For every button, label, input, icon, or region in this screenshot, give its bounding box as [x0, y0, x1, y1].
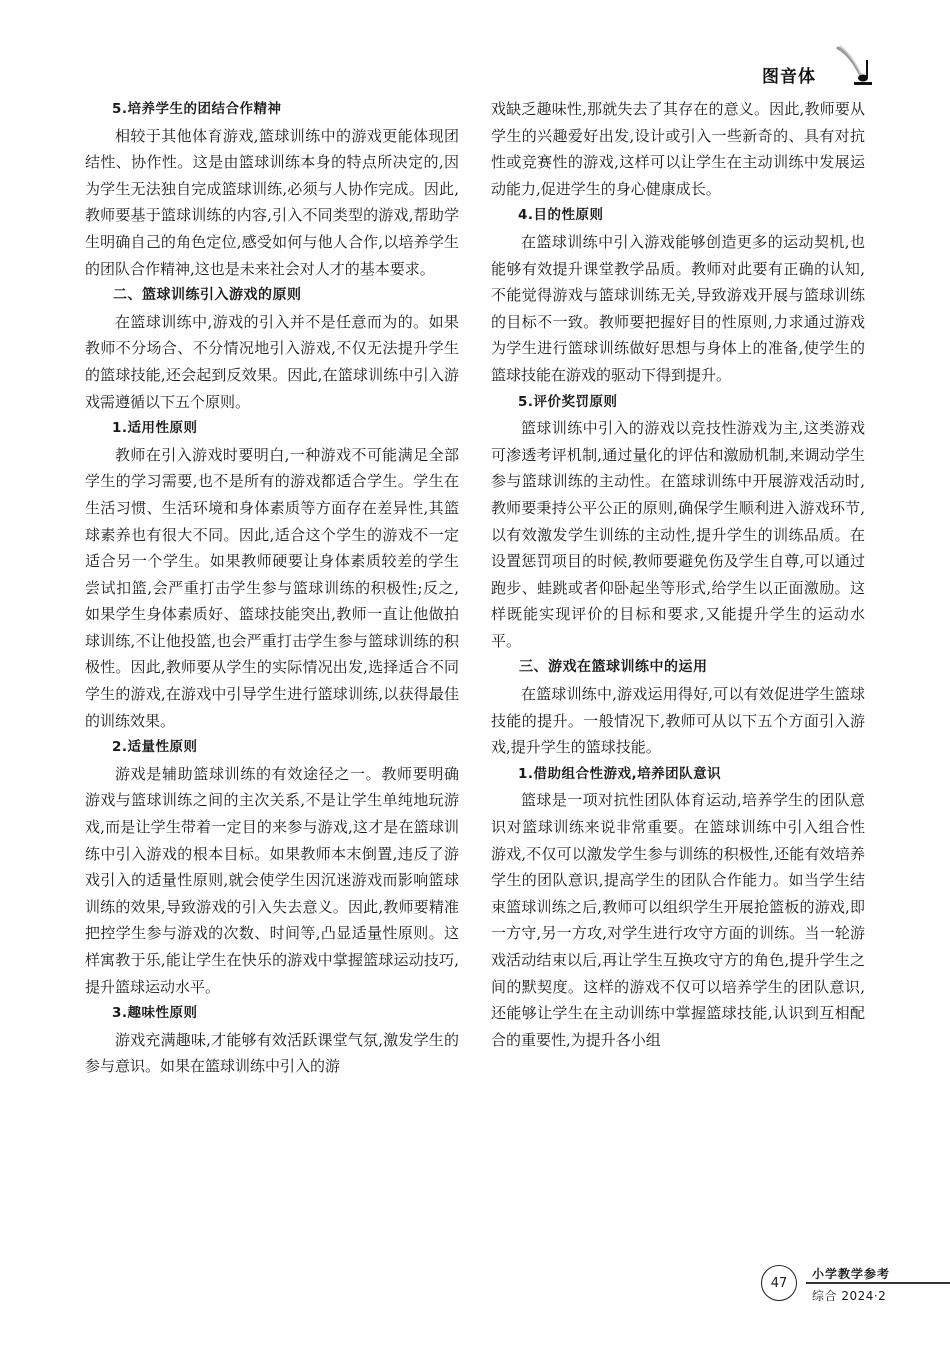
music-note-brush-icon [832, 44, 872, 86]
body-paragraph: 戏缺乏趣味性,那就失去了其存在的意义。因此,教师要从学生的兴趣爱好出发,设计或引入一些新奇的、具有对抗性或竞赛性的游戏,这样可以让学生在主动训练中发展运动能力,促进学生的身心健康成长。 [491, 100, 865, 198]
body-paragraph: 相较于其他体育游戏,篮球训练中的游戏更能体现团结性、协作性。这是由篮球训练本身的特点所决定的,因为学生无法独自完成篮球训练,必须与人协作完成。因此,教师要基于篮球训练的内容,引入不同类型的游戏,帮助学生明确自己的角色定位,感受如何与他人合作,以培养学生的团队合作精神,这也是未来社会对人才的基本要求。 [85, 126, 459, 278]
body-paragraph: 在篮球训练中引入游戏能够创造更多的运动契机,也能够有效提升课堂教学品质。教师对此要有正确的认知,不能觉得游戏与篮球训练无关,导致游戏开展与篮球训练的目标不一致。教师要把握好目的性原则,力求通过游戏为学生进行篮球训练做好思想与身体上的准备,使学生的篮球技能在游戏的驱动下得到提升。 [491, 232, 865, 384]
body-paragraph: 游戏是辅助篮球训练的有效途径之一。教师要明确游戏与篮球训练之间的主次关系,不是让学生单纯地玩游戏,而是让学生带着一定目的来参与游戏,这才是在篮球训练中引入游戏的根本目标。如果教师本末倒置,违反了游戏引入的适量性原则,就会使学生因沉迷游戏而影响篮球训练的效果,导致游戏的引入失去意义。因此,教师要精准把控学生参与游戏的次数、时间等,凸显适量性原则。这样寓教于乐,能让学生在快乐的游戏中掌握篮球运动技巧,提升篮球运动水平。 [85, 764, 459, 996]
body-paragraph: 游戏充满趣味,才能够有效活跃课堂气氛,激发学生的参与意识。如果在篮球训练中引入的游 [85, 1030, 459, 1076]
section-heading: 1.借助组合性游戏,培养团队意识 [518, 765, 722, 782]
section-heading: 1.适用性原则 [112, 420, 198, 437]
body-paragraph: 教师在引入游戏时要明白,一种游戏不可能满足全部学生的学习需要,也不是所有的游戏都适合学生。学生在生活习惯、生活环境和身体素质等方面存在差异性,其篮球素养也有很大不同。因此,适合这个学生的游戏不一定适合另一个学生。如果教师硬要让身体素质较差的学生尝试扣篮,会严重打击学生参与篮球训练的积极性;反之,如果学生身体素质好、篮球技能突出,教师一直让他做拍球训练,不让他投篮,也会严重打击学生参与篮球训练的积极性。因此,教师要从学生的实际情况出发,选择适合不同学生的游戏,在游戏中引导学生进行篮球训练,以获得最佳的训练效果。 [85, 445, 459, 730]
section-heading: 三、游戏在篮球训练中的运用 [519, 659, 708, 676]
page-number-text: 47 [770, 1275, 788, 1291]
section-title: 图音体 [762, 67, 816, 87]
section-heading: 4.目的性原则 [518, 207, 604, 224]
section-heading: 二、篮球训练引入游戏的原则 [113, 287, 302, 304]
issue-label: 综合 2024·2 [812, 1289, 887, 1303]
section-heading: 5.评价奖罚原则 [518, 393, 618, 410]
body-paragraph: 在篮球训练中,游戏运用得好,可以有效促进学生篮球技能的提升。一般情况下,教师可从以下五个方面引入游戏,提升学生的篮球技能。 [491, 685, 865, 757]
journal-name: 小学教学参考 [812, 1267, 891, 1281]
body-paragraph: 在篮球训练中,游戏的引入并不是任意而为的。如果教师不分场合、不分情况地引入游戏,不仅无法提升学生的篮球技能,还会起到反效果。因此,在篮球训练中引入游戏需遵循以下五个原则。 [85, 312, 459, 411]
body-paragraph: 篮球训练中引入的游戏以竞技性游戏为主,这类游戏可渗透考评机制,通过量化的评估和激励机制,来调动学生参与篮球训练的主动性。在篮球训练中开展游戏活动时,教师要秉持公平公正的原则,确保学生顺利进入游戏环节,以有效激发学生训练的主动性,提升学生的训练品质。在设置惩罚项目的时候,教师要避免伤及学生自尊,可以通过跑步、蛙跳或者仰卧起坐等形式,给学生以正面激励。这样既能实现评价的目标和要求,又能提升学生的运动水平。 [491, 419, 865, 650]
section-heading: 5.培养学生的团结合作精神 [112, 101, 282, 117]
section-heading: 3.趣味性原则 [112, 1005, 198, 1022]
page-number [761, 1265, 797, 1301]
footer-divider [806, 1282, 950, 1284]
section-heading: 2.适量性原则 [112, 739, 198, 756]
left-column [85, 96, 459, 1080]
body-paragraph: 篮球是一项对抗性团队体育运动,培养学生的团队意识对篮球训练来说非常重要。在篮球训练中引入组合性游戏,不仅可以激发学生参与训练的积极性,还能有效培养学生的团队意识,提高学生的团队合作能力。如当学生结束篮球训练之后,教师可以组织学生开展抢篮板的游戏,即一方守,另一方攻,对学生进行攻守方面的训练。当一轮游戏活动结束以后,再让学生互换攻守方的角色,提升学生之间的默契度。这样的游戏不仅可以培养学生的团队意识,还能够让学生在主动训练中掌握篮球技能,认识到互相配合的重要性,为提升各小组 [491, 791, 865, 1049]
right-column [491, 96, 865, 1053]
